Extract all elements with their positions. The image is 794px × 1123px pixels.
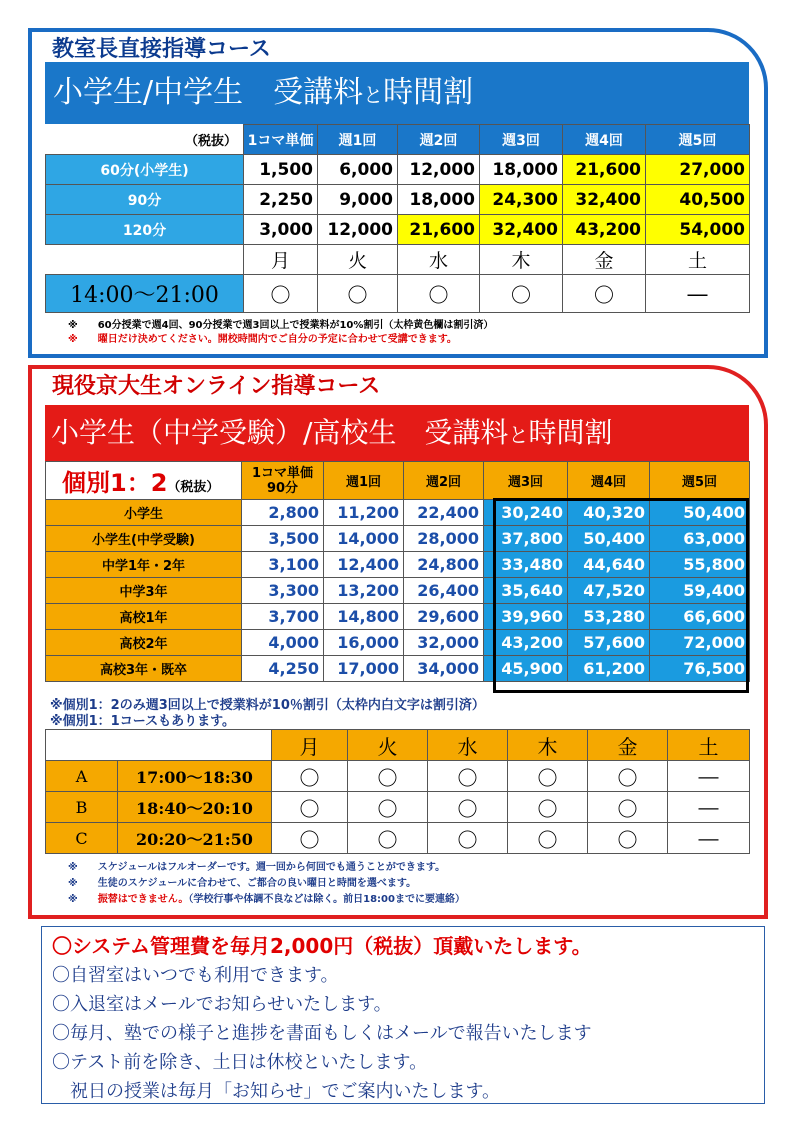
price-cell: 2,250	[244, 185, 318, 215]
header-week5: 週5回	[646, 125, 750, 155]
price-cell-discount: 21,600	[398, 215, 480, 245]
weekday-tue: 火	[318, 245, 398, 275]
price-cell-discount: 72,000	[650, 630, 750, 656]
price-cell: 3,700	[242, 604, 324, 630]
price-cell: 3,500	[242, 526, 324, 552]
row-label: 高校2年	[46, 630, 242, 656]
header-week2: 週2回	[404, 462, 484, 500]
price-cell: 11,200	[324, 500, 404, 526]
weekday-mon: 月	[244, 245, 318, 275]
discount-frame	[493, 498, 749, 693]
price-cell: 6,000	[318, 155, 398, 185]
price-cell-discount: 24,300	[480, 185, 563, 215]
price-cell-discount: 61,200	[568, 656, 650, 682]
row-label: 120分	[46, 215, 244, 245]
price-cell-discount: 32,400	[480, 215, 563, 245]
price-cell-discount: 50,400	[650, 500, 750, 526]
availability-mark: 〇	[348, 761, 428, 792]
availability-mark: 〇	[508, 823, 588, 854]
slot-letter: A	[46, 761, 118, 792]
price-cell-discount: 54,000	[646, 215, 750, 245]
price-cell-discount: 33,480	[484, 552, 568, 578]
price-cell: 12,400	[324, 552, 404, 578]
header-week1: 週1回	[318, 125, 398, 155]
availability-mark: 〇	[428, 823, 508, 854]
price-cell-discount: 45,900	[484, 656, 568, 682]
availability-mark: 〇	[428, 761, 508, 792]
slot-time: 18:40～20:10	[118, 792, 272, 823]
section1-banner: 小学生/中学生 受講料と時間割	[45, 62, 749, 124]
info-line: 〇毎月、塾での様子と進捗を書面もしくはメールで報告いたします	[52, 1023, 592, 1044]
price-cell: 4,000	[242, 630, 324, 656]
availability-mark: 〇	[428, 792, 508, 823]
price-cell: 16,000	[324, 630, 404, 656]
header-week1: 週1回	[324, 462, 404, 500]
row-label: 60分(小学生)	[46, 155, 244, 185]
weekday-wed: 水	[428, 730, 508, 761]
price-cell-discount: 40,320	[568, 500, 650, 526]
section1-fee-table	[45, 124, 750, 313]
row-label: 高校1年	[46, 604, 242, 630]
availability-mark: 〇	[272, 761, 348, 792]
price-cell: 34,000	[404, 656, 484, 682]
header-week4: 週4回	[568, 462, 650, 500]
blank-cell	[46, 245, 244, 275]
row-label: 中学1年・2年	[46, 552, 242, 578]
price-cell: 18,000	[480, 155, 563, 185]
price-cell: 12,000	[398, 155, 480, 185]
price-cell: 28,000	[404, 526, 484, 552]
availability-mark: 〇	[348, 792, 428, 823]
price-cell-discount: 50,400	[568, 526, 650, 552]
price-cell-discount: 40,500	[646, 185, 750, 215]
section2-note-order: ※ スケジュールはフルオーダーです。週一回から何回でも通うことができます。	[68, 862, 446, 873]
price-cell-discount: 32,400	[563, 185, 646, 215]
header-week5: 週5回	[650, 462, 750, 500]
price-cell-discount: 76,500	[650, 656, 750, 682]
table-header-row	[46, 125, 750, 155]
price-cell: 3,300	[242, 578, 324, 604]
price-cell: 3,100	[242, 552, 324, 578]
price-cell: 29,600	[404, 604, 484, 630]
price-cell-discount: 43,200	[484, 630, 568, 656]
weekday-wed: 水	[398, 245, 480, 275]
info-line: 〇自習室はいつでも利用できます。	[52, 965, 339, 986]
system-fee-notice: 〇システム管理費を毎月2,000円（税抜）頂戴いたします。	[52, 934, 592, 958]
availability-mark: 〇	[563, 275, 646, 313]
section2-note-discount: ※個別1：2のみ週3回以上で授業料が10％割引（太枠内白文字は割引済）	[50, 698, 485, 713]
price-cell-discount: 59,400	[650, 578, 750, 604]
schedule-row	[46, 275, 750, 313]
price-cell-discount: 30,240	[484, 500, 568, 526]
tax-label: （税抜）	[46, 125, 244, 155]
availability-mark: 〇	[318, 275, 398, 313]
availability-mark: 〇	[348, 823, 428, 854]
header-week4: 週4回	[563, 125, 646, 155]
section2-timetable	[45, 729, 750, 854]
availability-mark: 〇	[588, 823, 668, 854]
availability-mark: 〇	[244, 275, 318, 313]
price-cell-discount: 39,960	[484, 604, 568, 630]
section2-note-choose: ※ 生徒のスケジュールに合わせて、ご都合の良い曜日と時間を選べます。	[68, 878, 417, 889]
weekday-mon: 月	[272, 730, 348, 761]
header-unit-price: 1コマ単価	[244, 125, 318, 155]
section2-title: 現役京大生オンライン指導コース	[52, 374, 381, 399]
price-cell: 1,500	[244, 155, 318, 185]
price-cell: 18,000	[398, 185, 480, 215]
weekday-tue: 火	[348, 730, 428, 761]
info-line: 祝日の授業は毎月「お知らせ」でご案内いたします。	[52, 1081, 501, 1102]
section2-note-one-on-one: ※個別1：1コースもあります。	[50, 714, 236, 729]
price-cell-discount: 63,000	[650, 526, 750, 552]
price-cell-discount: 27,000	[646, 155, 750, 185]
section2-banner: 小学生（中学受験）/高校生 受講料と時間割	[45, 405, 749, 461]
table-row	[46, 155, 750, 185]
row-label: 高校3年・既卒	[46, 656, 242, 682]
price-cell: 12,000	[318, 215, 398, 245]
price-cell-discount: 37,800	[484, 526, 568, 552]
row-label: 90分	[46, 185, 244, 215]
price-cell: 3,000	[244, 215, 318, 245]
weekday-row	[46, 730, 750, 761]
weekday-thu: 木	[480, 245, 563, 275]
availability-mark: 〇	[272, 792, 348, 823]
price-cell-discount: 44,640	[568, 552, 650, 578]
schedule-row	[46, 761, 750, 792]
header-unit-price: 1コマ単価 90分	[242, 462, 324, 500]
header-week2: 週2回	[398, 125, 480, 155]
availability-mark: ―	[668, 761, 750, 792]
plan-label: 個別1：2（税抜）	[46, 462, 242, 500]
slot-letter: C	[46, 823, 118, 854]
price-cell: 2,800	[242, 500, 324, 526]
availability-mark: 〇	[508, 792, 588, 823]
header-week3: 週3回	[484, 462, 568, 500]
blank-cell	[46, 730, 272, 761]
price-cell: 13,200	[324, 578, 404, 604]
slot-letter: B	[46, 792, 118, 823]
section1-note-schedule: ※ 曜日だけ決めてください。開校時間内でご自分の予定に合わせて受講できます。	[68, 334, 457, 345]
price-cell-discount: 21,600	[563, 155, 646, 185]
header-week3: 週3回	[480, 125, 563, 155]
availability-mark: 〇	[508, 761, 588, 792]
weekday-sat: 土	[646, 245, 750, 275]
row-label: 小学生	[46, 500, 242, 526]
table-row	[46, 185, 750, 215]
info-line: 〇テスト前を除き、土日は休校といたします。	[52, 1052, 428, 1073]
slot-time: 20:20～21:50	[118, 823, 272, 854]
row-label: 小学生(中学受験)	[46, 526, 242, 552]
price-cell: 26,400	[404, 578, 484, 604]
availability-mark: 〇	[272, 823, 348, 854]
price-cell-discount: 47,520	[568, 578, 650, 604]
schedule-row	[46, 792, 750, 823]
open-hours: 14:00～21:00	[46, 275, 244, 313]
price-cell: 9,000	[318, 185, 398, 215]
availability-mark: 〇	[398, 275, 480, 313]
weekday-sat: 土	[668, 730, 750, 761]
section1-note-discount: ※ 60分授業で週4回、90分授業で週3回以上で授業料が10%割引（太枠黄色欄は割引済）	[68, 320, 494, 331]
slot-time: 17:00～18:30	[118, 761, 272, 792]
availability-mark: 〇	[588, 761, 668, 792]
price-cell: 22,400	[404, 500, 484, 526]
table-row	[46, 215, 750, 245]
table-header-row	[46, 462, 750, 500]
weekday-thu: 木	[508, 730, 588, 761]
price-cell-discount: 57,600	[568, 630, 650, 656]
price-cell-discount: 53,280	[568, 604, 650, 630]
section2-note-makeup: ※ 振替はできません。（学校行事や体調不良などは除く。前日18:00までに要連絡）	[68, 894, 465, 905]
price-cell: 17,000	[324, 656, 404, 682]
schedule-row	[46, 823, 750, 854]
section1-title: 教室長直接指導コース	[52, 37, 271, 62]
price-cell-discount: 35,640	[484, 578, 568, 604]
availability-mark: ―	[668, 792, 750, 823]
price-cell-discount: 55,800	[650, 552, 750, 578]
availability-mark: ―	[668, 823, 750, 854]
price-cell: 4,250	[242, 656, 324, 682]
weekday-fri: 金	[563, 245, 646, 275]
price-cell: 14,000	[324, 526, 404, 552]
weekday-row	[46, 245, 750, 275]
availability-mark: 〇	[480, 275, 563, 313]
price-cell-discount: 66,600	[650, 604, 750, 630]
price-cell: 14,800	[324, 604, 404, 630]
availability-mark: 〇	[588, 792, 668, 823]
info-line: 〇入退室はメールでお知らせいたします。	[52, 994, 392, 1015]
weekday-fri: 金	[588, 730, 668, 761]
availability-mark: ―	[646, 275, 750, 313]
info-box	[41, 926, 765, 1104]
price-cell-discount: 43,200	[563, 215, 646, 245]
price-cell: 24,800	[404, 552, 484, 578]
row-label: 中学3年	[46, 578, 242, 604]
price-cell: 32,000	[404, 630, 484, 656]
